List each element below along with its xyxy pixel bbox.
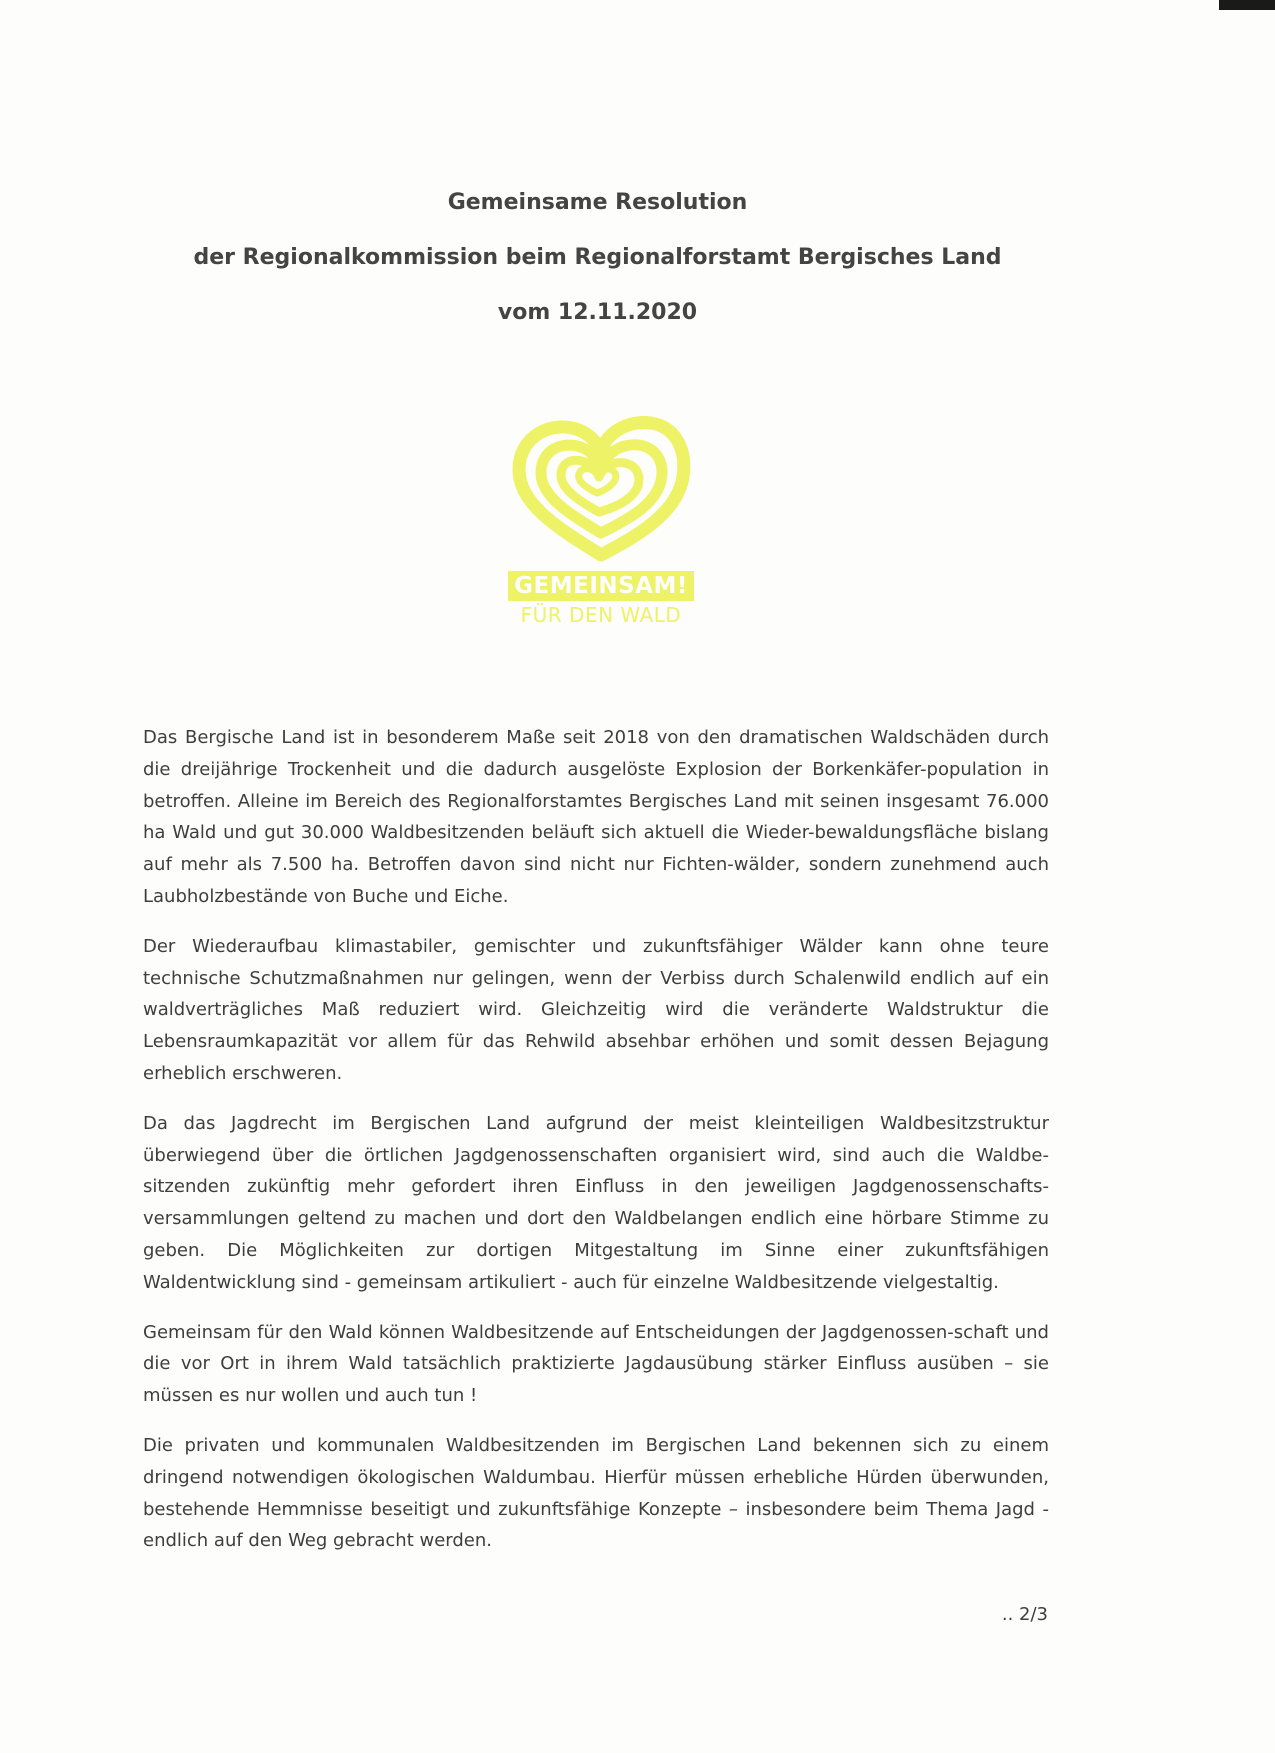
- resolution-date: vom 12.11.2020: [497, 300, 698, 325]
- resolution-body: [143, 722, 1049, 1575]
- document-header: [0, 190, 1195, 355]
- logo-wordmark: [501, 571, 701, 627]
- paragraph: Das Bergische Land ist in besonderem Maße seit 2018 von den dramatischen Waldschäden durch die dreijährige Trockenheit und die dadurch ausgelöste Explosion der Borkenkäfer-population in betroffen. Alleine im Bereich des Regionalforstamtes Bergisches Land mit seinen insgesamt 76.000 ha Wald und gut 30.000 Waldbesitzenden beläuft sich aktuell die Wieder-bewaldungsfläche bislang auf mehr als 7.500 ha. Betroffen davon sind nicht nur Fichten-wälder, sondern zunehmend auch Laubholzbestände von Buche und Eiche.: [143, 727, 1049, 907]
- heart-tree-rings-icon: [491, 415, 711, 565]
- resolution-title: Gemeinsame Resolution: [447, 190, 748, 215]
- page-number: .. 2/3: [1001, 1604, 1048, 1625]
- paragraph: Da das Jagdrecht im Bergischen Land aufgrund der meist kleinteiligen Waldbesitzstruktur überwiegend über die örtlichen Jagdgenossenschaften organisiert wird, sind auch die Waldbe-sitzenden zukünftig mehr gefordert ihren Einfluss in den jeweiligen Jagdgenossenschafts-versammlungen geltend zu machen und dort den Waldbelangen endlich eine hörbare Stimme zu geben. Die Möglichkeiten zur dortigen Mitgestaltung im Sinne einer zukunftsfähigen Waldentwicklung sind - gemeinsam artikuliert - auch für einzelne Waldbesitzende vielgestaltig.: [143, 1112, 1049, 1293]
- logo-subtitle: FÜR DEN WALD: [520, 603, 682, 627]
- gemeinsam-fuer-den-wald-logo: [491, 415, 711, 635]
- scan-edge-mark: [1219, 0, 1275, 10]
- paragraph: Gemeinsam für den Wald können Waldbesitzende auf Entscheidungen der Jagdgenossen-schaft und die vor Ort in ihrem Wald tatsächlich praktizierte Jagdausübung stärker Einfluss ausüben – sie müssen es nur wollen und auch tun !: [143, 1321, 1049, 1407]
- logo-badge-text: GEMEINSAM!: [508, 571, 694, 601]
- resolution-issuer: der Regionalkommission beim Regionalforstamt Bergisches Land: [193, 245, 1002, 270]
- paragraph: Der Wiederaufbau klimastabiler, gemischter und zukunftsfähiger Wälder kann ohne teure technische Schutzmaßnahmen nur gelingen, wenn der Verbiss durch Schalenwild endlich auf ein waldverträgliches Maß reduziert wird. Gleichzeitig wird die veränderte Waldstruktur die Lebensraumkapazität vor allem für das Rehwild absehbar erhöhen und somit dessen Bejagung erheblich erschweren.: [143, 935, 1049, 1084]
- paragraph: Die privaten und kommunalen Waldbesitzenden im Bergischen Land bekennen sich zu einem dringend notwendigen ökologischen Waldumbau. Hierfür müssen erhebliche Hürden überwunden, bestehende Hemmnisse beseitigt und zukunftsfähige Konzepte – insbesondere beim Thema Jagd - endlich auf den Weg gebracht werden.: [143, 1434, 1049, 1552]
